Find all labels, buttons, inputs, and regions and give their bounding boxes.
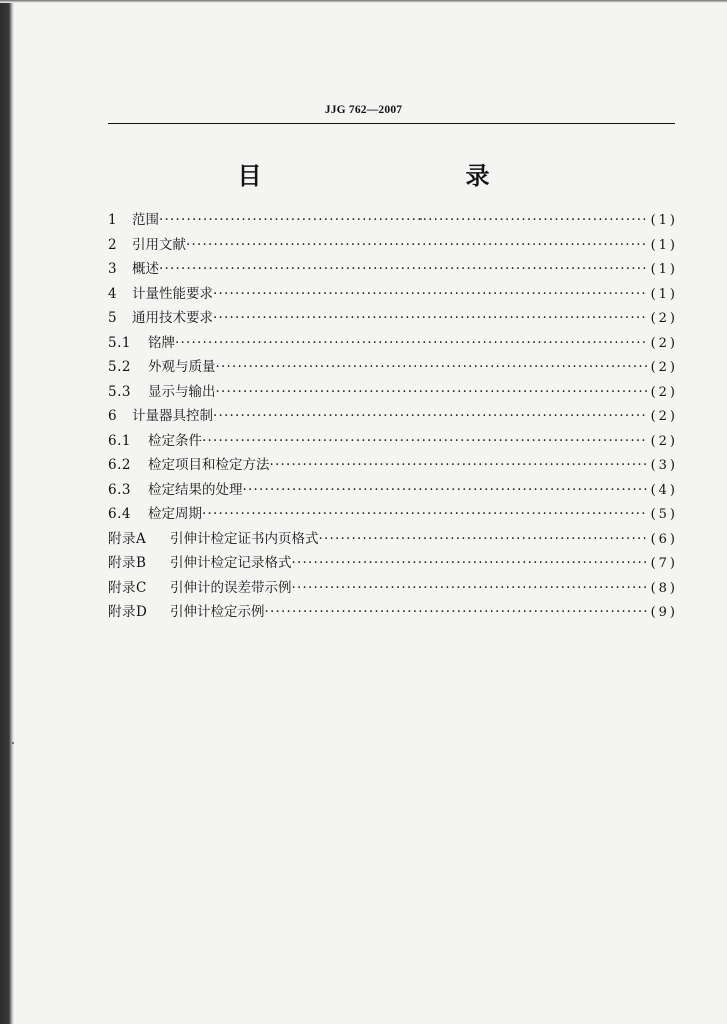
toc-entry-number: 6.1 (108, 432, 131, 449)
toc-entry-number: 附录B (108, 555, 147, 571)
toc-leader-dots (202, 502, 647, 527)
toc-entry-label: 概述 (132, 261, 159, 277)
toc-entry-label: 检定结果的处理 (148, 481, 243, 498)
toc-entry[interactable] (108, 355, 678, 380)
standard-code-header: JJG 762—2007 (324, 104, 403, 116)
toc-entry-number: 4 (108, 285, 118, 302)
toc-entry-page: (2) (650, 311, 678, 326)
toc-leader-dots (216, 355, 647, 380)
toc-entry-number: 6.3 (108, 481, 131, 498)
toc-entry[interactable] (108, 233, 678, 258)
toc-entry-number: 5.3 (108, 383, 131, 400)
toc-entry-number: 5.2 (108, 359, 131, 375)
toc-entry[interactable] (108, 257, 678, 282)
scan-speck (420, 218, 422, 220)
toc-entry-page: (2) (650, 360, 678, 375)
toc-leader-dots (186, 233, 647, 258)
toc-entry-page: (2) (650, 384, 678, 400)
page-title: 目 录 (237, 162, 542, 190)
toc-leader-dots (159, 257, 647, 282)
toc-entry[interactable] (108, 208, 678, 233)
toc-entry-page: (5) (650, 507, 678, 522)
toc-entry[interactable] (108, 331, 678, 356)
header-rule (108, 123, 675, 124)
toc-entry-number: 5.1 (108, 334, 131, 351)
toc-entry-number: 1 (108, 212, 118, 228)
toc-entry-page: (8) (650, 580, 678, 596)
toc-entry[interactable] (108, 429, 678, 454)
toc-entry-page: (4) (650, 482, 678, 498)
toc-leader-dots (270, 453, 647, 478)
toc-entry-number: 5 (108, 310, 118, 326)
toc-entry-page: (1) (650, 213, 678, 228)
toc-leader-dots (175, 331, 647, 356)
toc-entry-page: (2) (650, 409, 678, 424)
toc-entry[interactable] (108, 478, 678, 503)
toc-entry-number: 附录A (108, 530, 147, 547)
toc-entry[interactable] (108, 404, 678, 429)
toc-entry-label: 通用技术要求 (132, 310, 213, 326)
toc-entry-label: 外观与质量 (148, 359, 216, 375)
toc-entry-page: (1) (650, 237, 678, 253)
toc-leader-dots (292, 576, 647, 601)
toc-leader-dots (213, 306, 647, 331)
toc-entry-page: (7) (650, 556, 678, 571)
toc-entry[interactable] (108, 282, 678, 307)
toc-entry-page: (1) (650, 286, 678, 302)
toc-entry-number: 3 (108, 261, 118, 277)
toc-entry-label: 范围 (132, 212, 159, 228)
scan-speck (12, 742, 14, 744)
toc-leader-dots (213, 282, 647, 307)
toc-entry[interactable] (108, 380, 678, 405)
toc-entry-label: 检定条件 (148, 432, 202, 449)
toc-leader-dots (292, 551, 647, 576)
toc-leader-dots (213, 404, 647, 429)
toc-entry-label: 计量器具控制 (132, 408, 213, 424)
toc-entry-appendix[interactable] (108, 527, 678, 552)
toc-entry-label: 引用文献 (132, 236, 186, 253)
toc-entry-page: (9) (650, 605, 678, 620)
toc-leader-dots (216, 380, 647, 405)
toc-entry-label: 引伸计检定证书内页格式 (170, 530, 319, 547)
toc-entry-appendix[interactable] (108, 576, 678, 601)
toc-entry[interactable] (108, 502, 678, 527)
toc-entry-label: 检定项目和检定方法 (148, 457, 270, 473)
toc-entry-appendix[interactable] (108, 551, 678, 576)
toc-entry-number: 6.2 (108, 457, 131, 473)
toc-entry-number: 附录D (108, 604, 148, 620)
toc-entry-label: 引伸计的误差带示例 (170, 579, 292, 596)
toc-entry-label: 引伸计检定示例 (170, 604, 265, 620)
toc-entry-label: 引伸计检定记录格式 (170, 555, 292, 571)
toc-leader-dots (319, 527, 647, 552)
toc-leader-dots (159, 208, 647, 233)
toc-entry-label: 计量性能要求 (132, 285, 213, 302)
toc-entry-page: (3) (650, 458, 678, 473)
table-of-contents (108, 208, 678, 625)
toc-entry-appendix[interactable] (108, 600, 678, 625)
toc-entry-label: 检定周期 (148, 506, 202, 522)
toc-entry-label: 铭牌 (148, 334, 175, 351)
toc-entry-page: (2) (650, 433, 678, 449)
toc-entry-page: (1) (650, 262, 678, 277)
toc-leader-dots (202, 429, 647, 454)
toc-leader-dots (243, 478, 647, 503)
toc-entry-page: (2) (650, 335, 678, 351)
toc-entry-label: 显示与输出 (148, 383, 216, 400)
toc-entry-page: (6) (650, 531, 678, 547)
toc-entry[interactable] (108, 306, 678, 331)
toc-leader-dots (265, 600, 647, 625)
toc-entry-number: 6 (108, 408, 118, 424)
toc-entry[interactable] (108, 453, 678, 478)
scan-top-edge (0, 0, 727, 3)
toc-entry-number: 附录C (108, 579, 147, 596)
toc-entry-number: 6.4 (108, 506, 131, 522)
scan-left-edge (0, 0, 14, 1024)
toc-entry-number: 2 (108, 236, 118, 253)
